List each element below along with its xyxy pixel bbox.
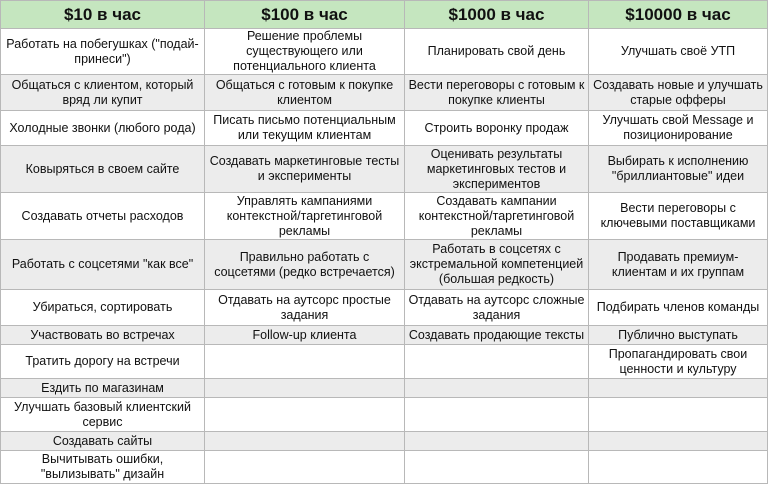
table-row (1, 290, 768, 326)
table-cell: Ковыряться в своем сайте (1, 146, 205, 193)
table-cell: Улучшать своё УТП (589, 29, 768, 75)
table-cell: Отдавать на аутсорс простые задания (205, 290, 405, 326)
table-cell: Холодные звонки (любого рода) (1, 111, 205, 146)
table-cell: Вычитывать ошибки, "вылизывать" дизайн (1, 451, 205, 484)
table-cell: Подбирать членов команды (589, 290, 768, 326)
table-row (1, 326, 768, 345)
table-cell (589, 432, 768, 451)
table-row (1, 398, 768, 432)
table-cell (205, 432, 405, 451)
table-row (1, 345, 768, 379)
table-cell: Ездить по магазинам (1, 379, 205, 398)
table-cell: Участвовать во встречах (1, 326, 205, 345)
table-header (1, 1, 768, 29)
table-cell: Улучшать свой Message и позиционирование (589, 111, 768, 146)
table-row (1, 193, 768, 240)
table-cell (205, 451, 405, 484)
table-cell: Правильно работать с соцсетями (редко встречается) (205, 240, 405, 290)
table-cell: Публично выступать (589, 326, 768, 345)
table-cell: Создавать продающие тексты (405, 326, 589, 345)
table-cell: Тратить дорогу на встречи (1, 345, 205, 379)
table-cell: Вести переговоры с готовым к покупке клиенты (405, 75, 589, 111)
table-row (1, 29, 768, 75)
table-cell: Планировать свой день (405, 29, 589, 75)
table-cell (205, 345, 405, 379)
table-cell: Управлять кампаниями контекстной/таргетинговой рекламы (205, 193, 405, 240)
table-row (1, 240, 768, 290)
table-row (1, 111, 768, 146)
table-cell: Создавать сайты (1, 432, 205, 451)
table-cell: Работать в соцсетях с экстремальной компетенцией (большая редкость) (405, 240, 589, 290)
header-100-per-hour: $100 в час (205, 1, 405, 29)
table-cell: Создавать кампании контекстной/таргетинговой рекламы (405, 193, 589, 240)
table-cell: Выбирать к исполнению "бриллиантовые" идеи (589, 146, 768, 193)
table-cell: Отдавать на аутсорс сложные задания (405, 290, 589, 326)
table-cell (589, 451, 768, 484)
table-cell (405, 451, 589, 484)
table-row (1, 75, 768, 111)
table-cell: Follow-up клиента (205, 326, 405, 345)
header-10000-per-hour: $10000 в час (589, 1, 768, 29)
table-row (1, 146, 768, 193)
table-cell: Общаться с клиентом, который вряд ли купит (1, 75, 205, 111)
table-cell (405, 379, 589, 398)
table-cell: Продавать премиум-клиентам и их группам (589, 240, 768, 290)
table-cell: Работать с соцсетями "как все" (1, 240, 205, 290)
table-cell (405, 345, 589, 379)
table-cell: Создавать отчеты расходов (1, 193, 205, 240)
header-1000-per-hour: $1000 в час (405, 1, 589, 29)
table-cell (405, 432, 589, 451)
table-cell: Общаться с готовым к покупке клиентом (205, 75, 405, 111)
table-cell: Решение проблемы существующего или потенциального клиента (205, 29, 405, 75)
table-body (1, 29, 768, 484)
table-cell (589, 398, 768, 432)
table-cell (589, 379, 768, 398)
table-cell (205, 379, 405, 398)
table-cell: Оценивать результаты маркетинговых тестов и экспериментов (405, 146, 589, 193)
table-row (1, 379, 768, 398)
header-row (1, 1, 768, 29)
table-cell: Строить воронку продаж (405, 111, 589, 146)
table-cell: Создавать новые и улучшать старые офферы (589, 75, 768, 111)
header-10-per-hour: $10 в час (1, 1, 205, 29)
table-cell: Вести переговоры с ключевыми поставщиками (589, 193, 768, 240)
table-cell: Работать на побегушках ("подай-принеси") (1, 29, 205, 75)
table-cell: Пропагандировать свои ценности и культуру (589, 345, 768, 379)
table-cell: Убираться, сортировать (1, 290, 205, 326)
table-cell: Писать письмо потенциальным или текущим клиентам (205, 111, 405, 146)
table-cell: Создавать маркетинговые тесты и эксперименты (205, 146, 405, 193)
table-row (1, 432, 768, 451)
table-cell (405, 398, 589, 432)
table-row (1, 451, 768, 484)
table-cell: Улучшать базовый клиентский сервис (1, 398, 205, 432)
table-cell (205, 398, 405, 432)
